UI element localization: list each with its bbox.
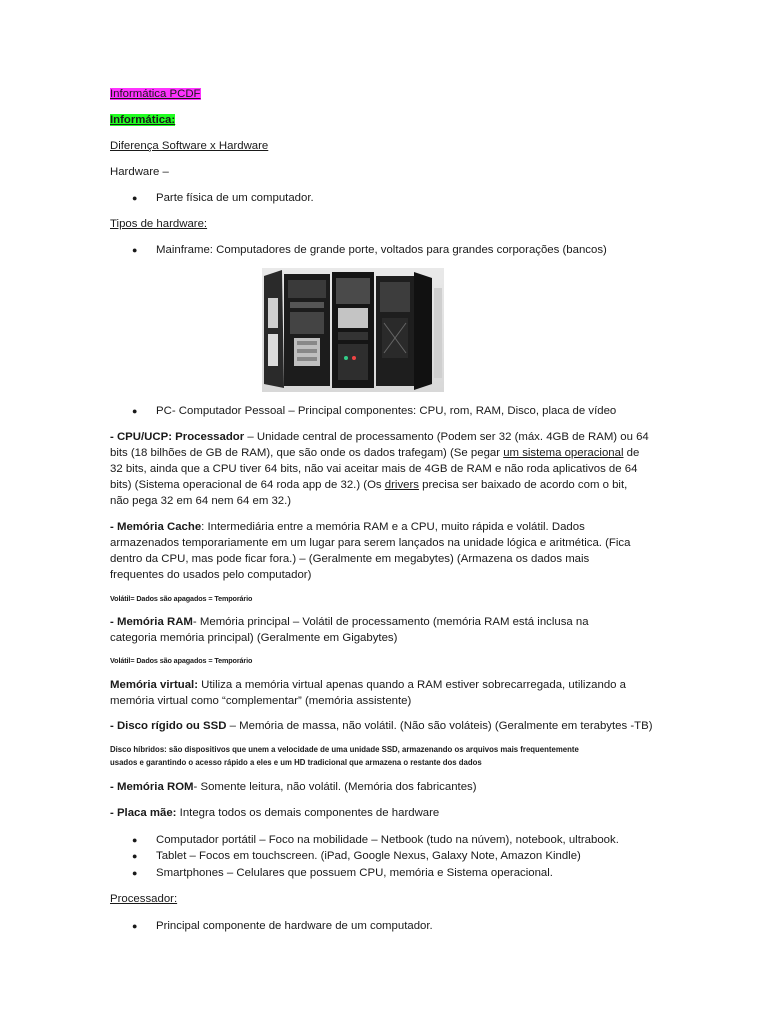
doc-title: Informática PCDF <box>110 88 201 100</box>
mainframe-illustration <box>262 268 444 392</box>
note-volatil-2: Volátil= Dados são apagados = Temporário <box>110 656 253 665</box>
paragraph-placa: - Placa mãe: Integra todos os demais componentes de hardware <box>110 807 440 819</box>
link-sistema-operacional[interactable]: um sistema operacional <box>503 447 624 459</box>
heading-diferenca: Diferença Software x Hardware <box>110 140 269 152</box>
heading-tipos: Tipos de hardware: <box>110 218 208 230</box>
note-volatil-1: Volátil= Dados são apagados = Temporário <box>110 594 253 603</box>
paragraph-virtual: Memória virtual: Utiliza a memória virtual apenas quando a RAM estiver sobrecarregada, utilizando a memória virtual como “complementar” (memória assistente) <box>110 679 626 707</box>
bullet-icon: ● <box>132 835 138 845</box>
hardware-label: Hardware – <box>110 166 169 178</box>
bullet-icon: ● <box>132 406 138 416</box>
paragraph-disco: - Disco rígido ou SSD – Memória de massa, não volátil. (Não são voláteis) (Geralmente em terabytes -TB) <box>110 720 653 732</box>
paragraph-rom: - Memória ROM- Somente leitura, não volátil. (Memória dos fabricantes) <box>110 781 477 793</box>
paragraph-cpu: - CPU/UCP: Processador – Unidade central de processamento (Podem ser 32 (máx. 4GB de RAM) ou 64 bits (18 bilhões de GB de RAM), que são onde os dados trafegam) (Se pegar um sistema operacional de 32 bits, ainda que a CPU tiver 64 bits, não vai aceitar mais de 4GB de RAM e não roda aplicativos de 64 bits) (Sistema operacional de 64 roda app de 32.) (Os drivers precisa ser baixado de acordo com o bit, não pega 32 em 64 nem 64 em 32.) <box>110 431 649 507</box>
paragraph-cache: - Memória Cache: Intermediária entre a memória RAM e a CPU, muito rápida e volátil. Dados armazenados temporariamente em um lugar para serem lançados na unidade lógica e aritmética. (Fica dentro da CPU, mas pode ficar fora.) – (Geralmente em megabytes) (Armazena os dados mais frequentes do usados pelo computador) <box>110 521 631 581</box>
link-drivers[interactable]: drivers <box>384 479 419 491</box>
bullet-icon: ● <box>132 193 138 203</box>
heading-processador: Processador: <box>110 893 178 905</box>
paragraph-ram: - Memória RAM- Memória principal – Volátil de processamento (memória RAM está inclusa na categoria memória principal) (Geralmente em Gigabytes) <box>110 616 589 644</box>
bullet-icon: ● <box>132 868 138 878</box>
bullet-icon: ● <box>132 851 138 861</box>
mainframe-image <box>262 268 444 392</box>
bullet-icon: ● <box>132 245 138 255</box>
doc-subtitle: Informática: <box>110 114 176 126</box>
bullet-icon: ● <box>132 921 138 931</box>
paragraph-hibridos: Disco híbridos: são dispositivos que unem a velocidade de uma unidade SSD, armazenando os arquivos mais frequentemente usados e garantindo o acesso rápido a eles e um HD tradicional que armazena o restante dos dados <box>110 745 579 767</box>
